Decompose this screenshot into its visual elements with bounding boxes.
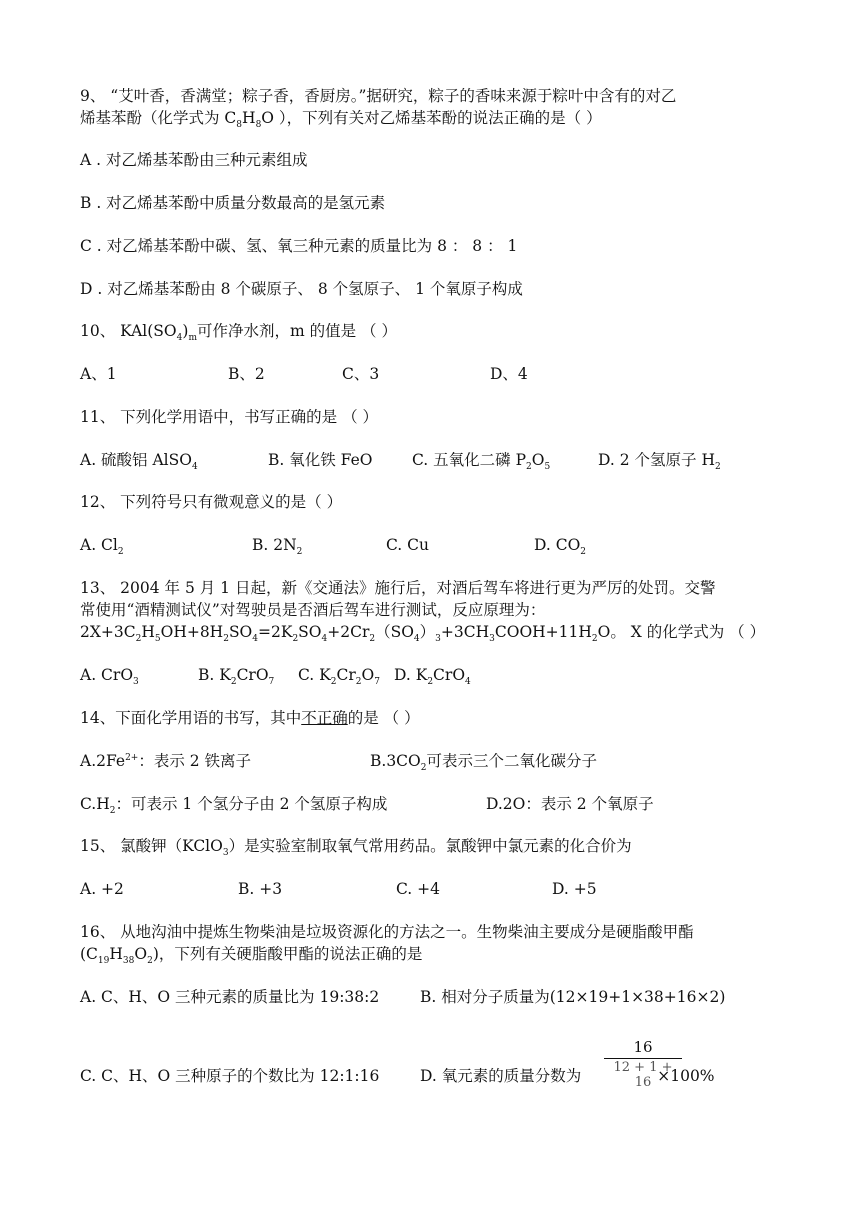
q14-option-b: $B.3CO_2$可表示三个二氧化碳分子 <box>370 752 597 774</box>
q10-option-d: D、4 <box>490 365 528 383</box>
q10-stem: 10、 $KAl(SO_4)_m$可作净水剂，m 的值是 （ ） <box>80 322 397 344</box>
q16-option-d-fraction <box>604 1038 682 1090</box>
q11-option-b: B. 氧化铁 FeO <box>268 451 373 469</box>
q15-option-d: D. +5 <box>552 880 597 898</box>
q14-stem: 14、下面化学用语的书写，其中不正确的是 （ ） <box>80 709 420 727</box>
q12-option-a: A. $Cl_2$ <box>80 536 124 558</box>
q12-option-b: B. $2N_2$ <box>252 536 303 558</box>
q13-option-d: D. $K_2CrO_4$ <box>394 666 471 688</box>
q15-option-a: A. +2 <box>80 880 124 898</box>
q11-option-a: A. 硫酸铝 AlSO$_4$ <box>80 451 198 473</box>
q11-option-c: C. 五氧化二磷 $P_2O_5$ <box>412 451 551 473</box>
q16-stem-line1: 16、 从地沟油中提炼生物柴油是垃圾资源化的方法之一。生物柴油主要成分是硬脂酸甲酯 <box>80 923 694 941</box>
q13-reaction-equation: $2X+3C_2H_5OH+8H_2SO_4=2K_2SO_4+2Cr_2(SO_4)_3+3CH_3COOH+11H_2O$。 X 的化学式为 （ ） <box>80 623 766 645</box>
q13-option-c: C. $K_2Cr_2O_7$ <box>298 666 380 688</box>
q10-option-c: C、3 <box>342 365 380 383</box>
q10-option-b: B、2 <box>228 365 265 383</box>
q12-option-c: C. Cu <box>386 536 430 554</box>
q16-option-d: D. 氧元素的质量分数为 ×100% <box>420 1067 715 1085</box>
q14-option-a: $A.2Fe^{2+}$：表示 2 铁离子 <box>80 752 252 770</box>
q16-option-c: C. C、H、O 三种原子的个数比为 12:1:16 <box>80 1067 380 1085</box>
q13-stem-line2: 常使用“酒精测试仪”对驾驶员是否酒后驾车进行测试，反应原理为： <box>80 601 546 619</box>
q9-option-b: B . 对乙烯基苯酚中质量分数最高的是氢元素 <box>80 194 386 212</box>
q9-stem-line1: 9、 “艾叶香，香满堂；粽子香，香厨房。”据研究，粽子的香味来源于粽叶中含有的对乙 <box>80 87 677 105</box>
fraction-numerator: 16 <box>633 1038 653 1056</box>
q16-option-a: A. C、H、O 三种元素的质量比为 19:38:2 <box>80 988 380 1006</box>
q14-option-c: $C.H_2$：可表示 1 个氢分子由 2 个氢原子构成 <box>80 795 388 817</box>
q13-stem-line1: 13、 2004 年 5 月 1 日起，新《交通法》施行后，对酒后驾车将进行更为严厉的处罚。交警 <box>80 579 716 597</box>
underlined-keyword: 不正确 <box>301 709 348 727</box>
q15-option-c: C. +4 <box>396 880 441 898</box>
q10-option-a: A、1 <box>80 365 117 383</box>
q12-stem: 12、 下列符号只有微观意义的是（ ） <box>80 493 343 511</box>
q9-option-a: A . 对乙烯基苯酚由三种元素组成 <box>80 151 308 169</box>
fraction-denominator: 12 + 1 + 16 <box>613 1060 673 1090</box>
q16-stem-line2: $(C_{19}H_{38}O_2)$，下列有关硬脂酸甲酯的说法正确的是 <box>80 945 423 967</box>
q9-stem-line2: 烯基苯酚（化学式为 $C_8H_8O$ ），下列有关对乙烯基苯酚的说法正确的是（ ） <box>80 109 602 131</box>
q15-stem: 15、 氯酸钾（KClO$_3$）是实验室制取氧气常用药品。氯酸钾中氯元素的化合价为 <box>80 837 632 859</box>
q12-option-d: D. $CO_2$ <box>534 536 587 558</box>
q11-option-d: D. 2 个氢原子 $H_2$ <box>598 451 721 473</box>
q15-option-b: B. +3 <box>238 880 283 898</box>
q14-option-d: D.2O：表示 2 个氧原子 <box>486 795 654 813</box>
q13-option-a: A. CrO$_3$ <box>80 666 139 688</box>
q13-option-b: B. $K_2CrO_7$ <box>198 666 275 688</box>
q16-option-b: B. 相对分子质量为(12×19+1×38+16×2) <box>420 988 726 1006</box>
q9-option-d: D . 对乙烯基苯酚由 8 个碳原子、 8 个氢原子、 1 个氧原子构成 <box>80 280 523 298</box>
q9-option-c: C . 对乙烯基苯酚中碳、氢、氧三种元素的质量比为 8 ： 8 ： 1 <box>80 237 518 255</box>
q11-stem: 11、 下列化学用语中，书写正确的是 （ ） <box>80 408 379 426</box>
